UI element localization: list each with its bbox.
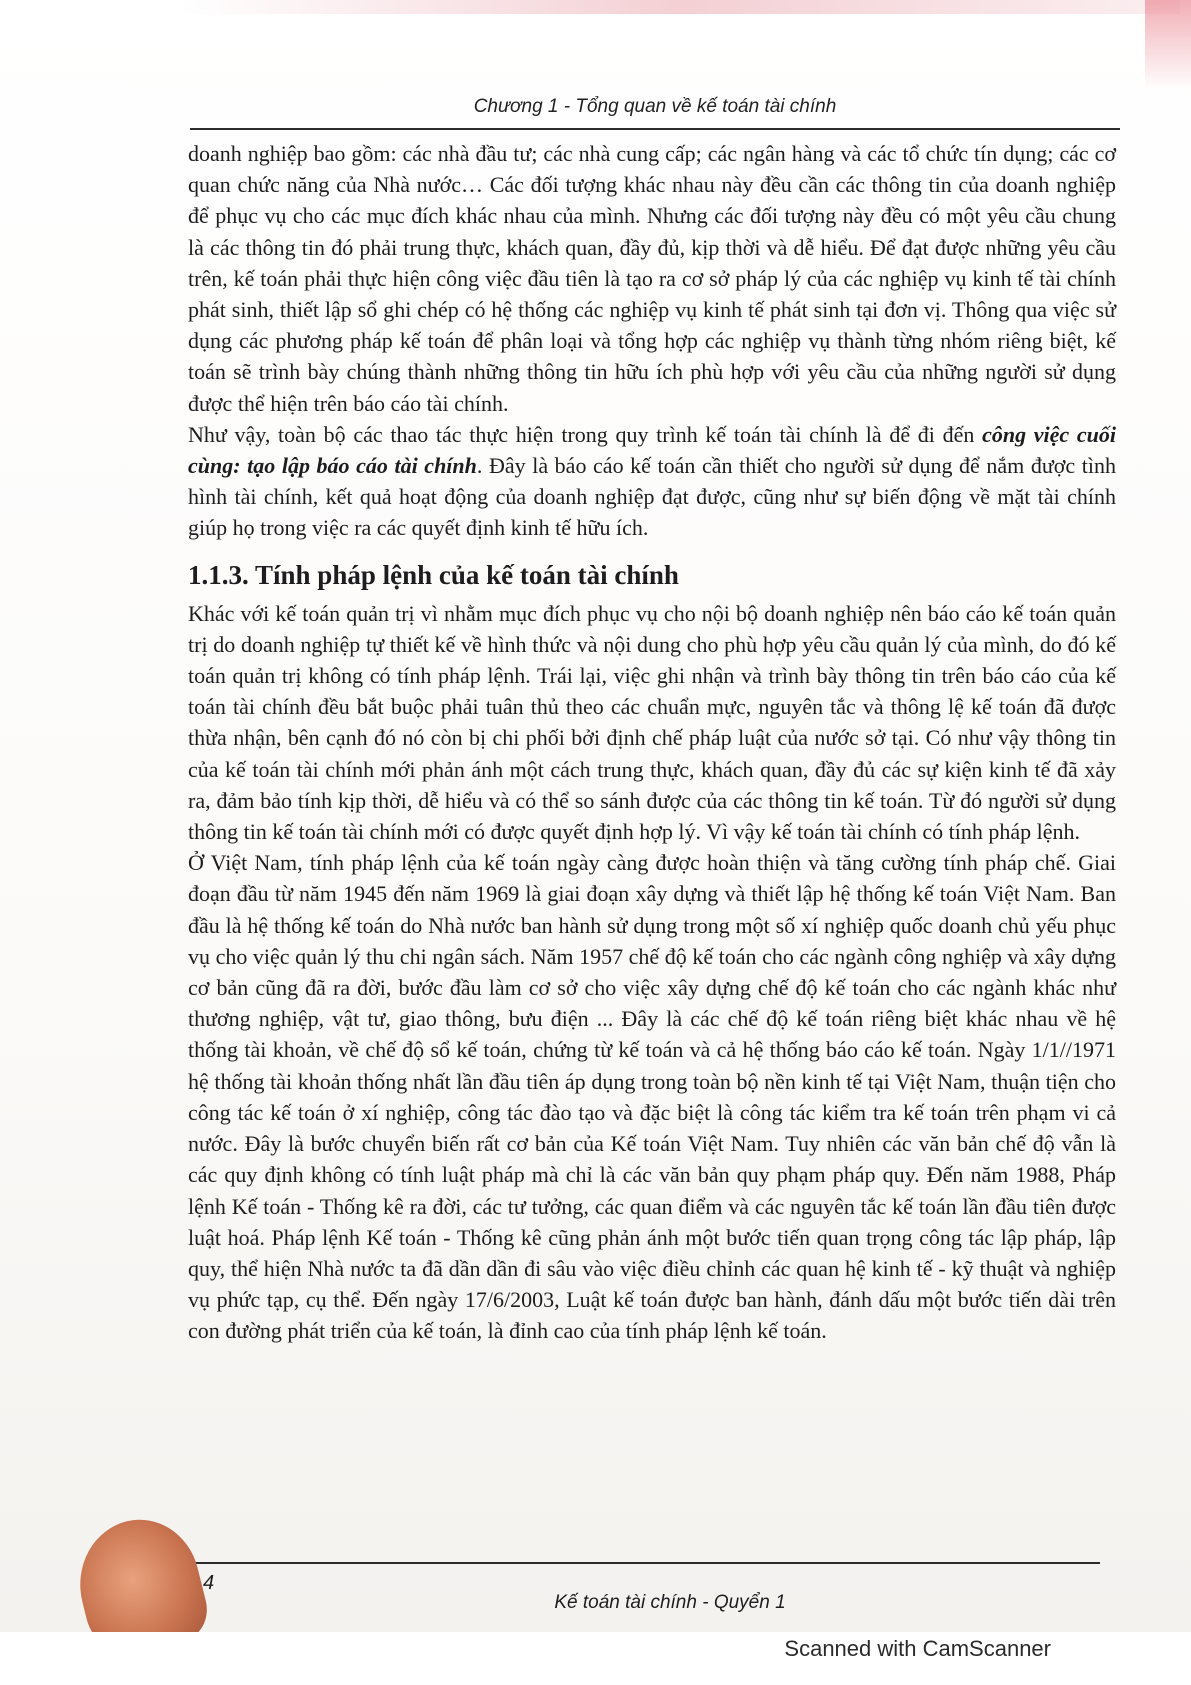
top-edge-smudge xyxy=(180,0,1180,14)
paragraph-2-end: . Đây là báo cáo kế toán cần thiết cho người sử dụng để nắm được tình hình tài chính, kết quả hoạt động của doanh nghiệp đạt được, cũng như sự biến động về mặt tài chính giúp họ trong việc ra các quyết định kinh tế hữu ích. xyxy=(188,453,1116,541)
paragraph-4: Ở Việt Nam, tính pháp lệnh của kế toán ngày càng được hoàn thiện và tăng cường tính pháp chế. Giai đoạn đầu từ năm 1945 đến năm 1969 là giai đoạn xây dựng và thiết lập hệ thống kế toán Việt Nam. Ban đầu là hệ thống kế toán do Nhà nước ban hành sử dụng trong một số xí nghiệp quốc doanh chủ yếu phục vụ cho việc quản lý thu chi ngân sách. Năm 1957 chế độ kế toán cho các ngành công nghiệp và xây dựng cơ bản cũng đã ra đời, bước đầu làm cơ sở cho việc xây dựng chế độ kế toán cho các ngành khác như thương nghiệp, vật tư, giao thông, bưu điện ... Đây là các chế độ kế toán riêng biệt khác nhau về hệ thống tài khoản, về chế độ sổ kế toán, chứng từ kế toán và cả hệ thống báo cáo kế toán. Ngày 1/1//1971 hệ thống tài khoản thống nhất lần đầu tiên áp dụng trong toàn bộ nền kinh tế tại Việt Nam, thuận tiện cho công tác kế toán ở xí nghiệp, công tác đào tạo và đặc biệt là công tác kiểm tra kế toán trên phạm vi cả nước. Đây là bước chuyển biến rất cơ bản của Kế toán Việt Nam. Tuy nhiên các văn bản chế độ vẫn là các quy định không có tính luật pháp mà chỉ là các văn bản quy phạm pháp quy. Đến năm 1988, Pháp lệnh Kế toán - Thống kê ra đời, các tư tưởng, các quan điểm và các nguyên tắc kế toán lần đầu tiên được luật hoá. Pháp lệnh Kế toán - Thống kê cũng phản ánh một bước tiến quan trọng công tác lập pháp, lập quy, thể hiện Nhà nước ta đã dần dần đi sâu vào việc điều chỉnh các quan hệ kinh tế - kỹ thuật và nghiệp vụ phức tạp, cụ thể. Đến ngày 17/6/2003, Luật kế toán được ban hành, đánh dấu một bước tiến dài trên con đường phát triển của kế toán, là đỉnh cao của tính pháp lệnh kế toán. xyxy=(188,850,1116,1344)
corner-smudge xyxy=(1145,0,1191,90)
page-body xyxy=(188,138,1116,1347)
scanner-watermark: Scanned with CamScanner xyxy=(784,1636,1051,1661)
paragraph-3: Khác với kế toán quản trị vì nhằm mục đích phục vụ cho nội bộ doanh nghiệp nên báo cáo kế toán quản trị do doanh nghiệp tự thiết kế về hình thức và nội dung cho phù hợp yêu cầu quản lý của mình, do đó kế toán quản trị không có tính pháp lệnh. Trái lại, việc ghi nhận và trình bày thông tin trên báo cáo của kế toán tài chính đều bắt buộc phải tuân thủ theo các chuẩn mực, nguyên tắc và thông lệ kế toán đã được thừa nhận, bên cạnh đó nó còn bị chi phối bởi định chế pháp luật của nước sở tại. Có như vậy thông tin của kế toán tài chính mới phản ánh một cách trung thực, khách quan, đầy đủ các sự kiện kinh tế đã xảy ra, đảm bảo tính kịp thời, dễ hiểu và có thể so sánh được của các thông tin kế toán. Từ đó người sử dụng thông tin kế toán tài chính mới có được quyết định hợp lý. Vì vậy kế toán tài chính có tính pháp lệnh. xyxy=(188,600,1116,845)
running-header xyxy=(190,92,1120,130)
paragraph-2 xyxy=(188,419,1116,544)
page-number: 4 xyxy=(203,1572,215,1594)
paragraph-2-emphasis: công việc cuối cùng: tạo lập báo cáo tài chính xyxy=(188,421,1117,479)
section-heading: 1.1.3. Tính pháp lệnh của kế toán tài chính xyxy=(188,559,679,590)
footer-rule xyxy=(190,1562,1100,1564)
paragraph-2-start: Như vậy, toàn bộ các thao tác thực hiện trong quy trình kế toán tài chính là để đi đến xyxy=(188,421,983,447)
running-header-title: Chương 1 - Tổng quan về kế toán tài chính xyxy=(473,96,837,117)
running-footer: Kế toán tài chính - Quyển 1 xyxy=(554,1592,786,1613)
paragraph-1: doanh nghiệp bao gồm: các nhà đầu tư; các nhà cung cấp; các ngân hàng và các tổ chức tín dụng; các cơ quan chức năng của Nhà nước… Các đối tượng khác nhau này đều cần các thông tin của doanh nghiệp để phục vụ cho các mục đích khác nhau của mình. Nhưng các đối tượng này đều có một yêu cầu chung là các thông tin đó phải trung thực, khách quan, đầy đủ, kịp thời và dễ hiểu. Để đạt được những yêu cầu trên, kế toán phải thực hiện công việc đầu tiên là tạo ra cơ sở pháp lý của các nghiệp vụ kinh tế tài chính phát sinh, thiết lập sổ ghi chép có hệ thống các nghiệp vụ kinh tế phát sinh tại đơn vị. Thông qua việc sử dụng các phương pháp kế toán để phân loại và tổng hợp các nghiệp vụ thành từng nhóm riêng biệt, kế toán sẽ trình bày chúng thành những thông tin hữu ích phù hợp với yêu cầu của những người sử dụng được thể hiện trên báo cáo tài chính. xyxy=(188,141,1116,416)
